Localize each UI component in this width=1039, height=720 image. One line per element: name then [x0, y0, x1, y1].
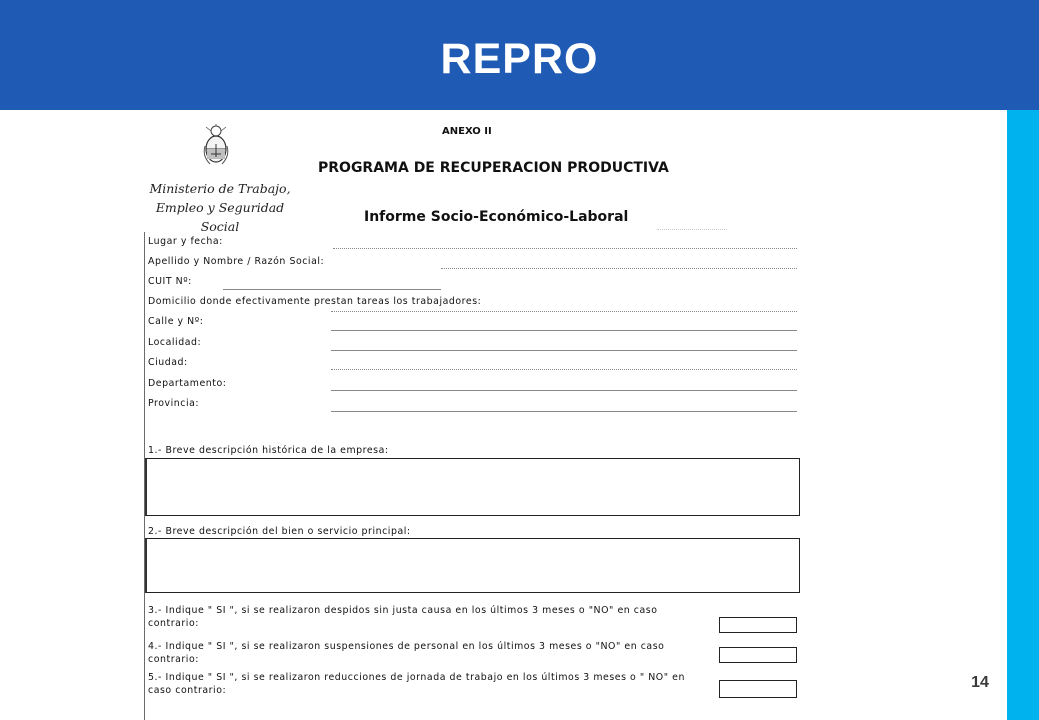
street-label: Calle y Nº: [148, 316, 204, 327]
header-bar [0, 0, 1039, 110]
page-number: 14 [971, 674, 989, 691]
question-5-answer-box[interactable] [719, 680, 797, 698]
ministry-name: Ministerio de Trabajo, Empleo y Seguridad Social [149, 181, 291, 234]
cuit-field[interactable] [223, 289, 441, 290]
department-field[interactable] [331, 390, 797, 391]
form-body [144, 232, 815, 720]
question-2-label: 2.- Breve descripción del bien o servicio principal: [148, 526, 411, 537]
question-2-answer-box[interactable] [145, 538, 800, 593]
ministry-logo [140, 122, 291, 234]
place-date-field[interactable] [333, 248, 797, 249]
locality-label: Localidad: [148, 337, 202, 348]
form-document [132, 112, 814, 720]
slide-title: REPRO [440, 35, 599, 83]
program-title: PROGRAMA DE RECUPERACION PRODUCTIVA [318, 160, 669, 176]
province-field[interactable] [331, 411, 797, 412]
province-label: Provincia: [148, 398, 200, 409]
locality-field[interactable] [331, 350, 797, 351]
question-3-label: 3.- Indique " SI ", si se realizaron despidos sin justa causa en los últimos 3 meses o "NO" en caso contrario: [148, 605, 658, 629]
question-3-answer-box[interactable] [719, 617, 797, 633]
street-field[interactable] [331, 330, 797, 331]
city-label: Ciudad: [148, 357, 188, 368]
address-heading: Domicilio donde efectivamente prestan tareas los trabajadores: [148, 296, 482, 307]
question-1-label: 1.- Breve descripción histórica de la empresa: [148, 445, 389, 456]
report-title: Informe Socio-Económico-Laboral [364, 209, 629, 225]
decorative-line [657, 229, 727, 231]
street-top-rule [331, 311, 797, 312]
city-field[interactable] [331, 369, 797, 370]
side-accent-stripe [1007, 110, 1039, 720]
question-4-label: 4.- Indique " SI ", si se realizaron suspensiones de personal en los últimos 3 meses o "NO" en caso contrario: [148, 641, 665, 665]
question-4-answer-box[interactable] [719, 647, 797, 663]
cuit-label: CUIT Nº: [148, 276, 192, 287]
department-label: Departamento: [148, 378, 227, 389]
name-label: Apellido y Nombre / Razón Social: [148, 256, 325, 267]
annex-label: ANEXO II [442, 126, 492, 137]
question-1-answer-box[interactable] [145, 458, 800, 516]
coat-of-arms-icon [202, 124, 230, 168]
name-field[interactable] [441, 268, 797, 269]
question-5-label: 5.- Indique " SI ", si se realizaron reducciones de jornada de trabajo en los últimos 3 meses o " NO" en caso contrario: [148, 672, 685, 696]
place-date-label: Lugar y fecha: [148, 236, 223, 247]
